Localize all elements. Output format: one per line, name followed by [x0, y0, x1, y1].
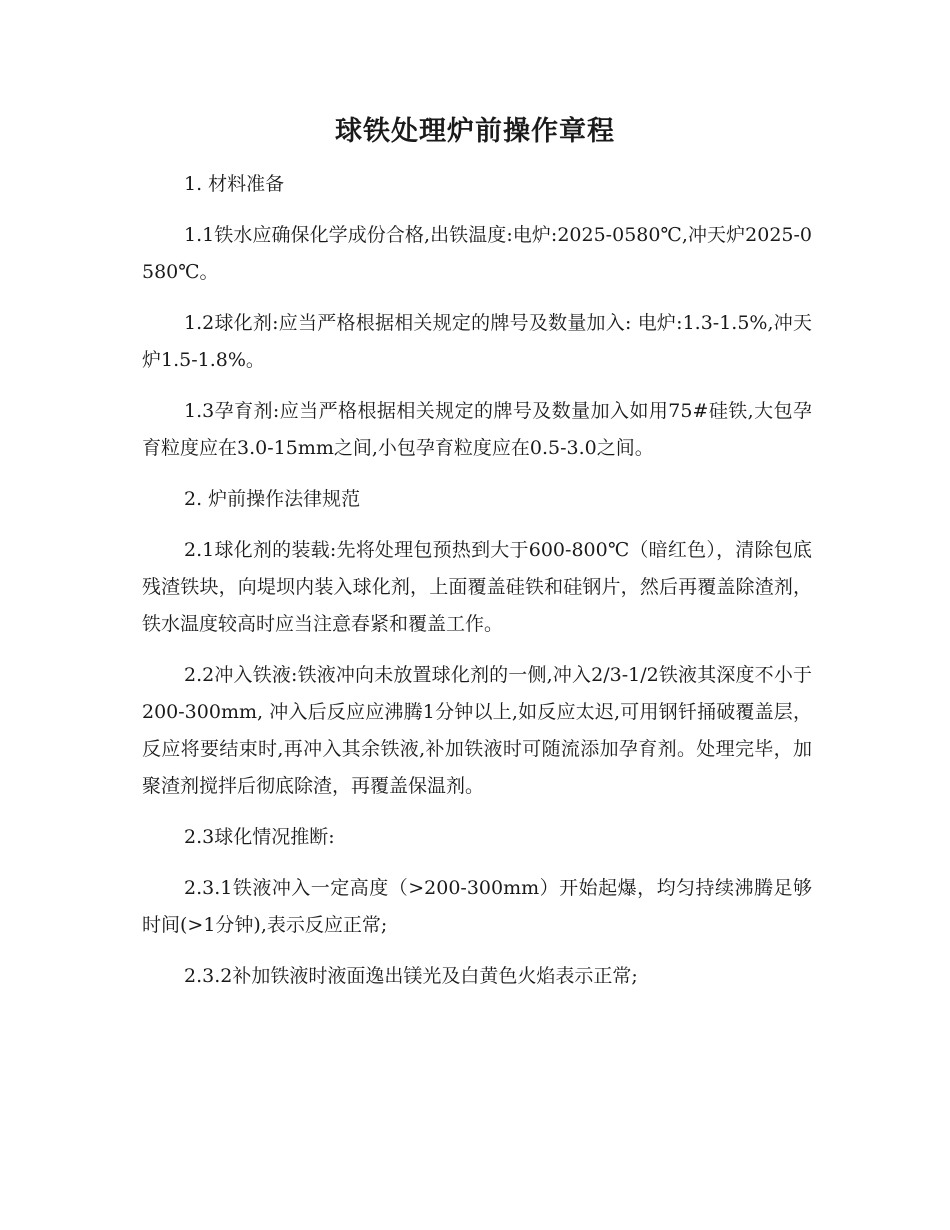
paragraph-2-1: 2.1球化剂的装载:先将处理包预热到大于600-800℃（暗红色），清除包底残渣铁块，向堤坝内装入球化剂，上面覆盖硅铁和硅钢片，然后再覆盖除渣剂，铁水温度较高时应当注意春紧和覆盖工作。: [142, 539, 812, 635]
paragraph-section-2-heading: 2. 炉前操作法律规范: [184, 488, 361, 510]
paragraph-section-1-heading: 1. 材料准备: [184, 173, 285, 195]
paragraph-2-3: 2.3球化情况推断:: [184, 826, 335, 848]
document-title: 球铁处理炉前操作章程: [335, 116, 615, 147]
paragraph-1-3: 1.3孕育剂:应当严格根据相关规定的牌号及数量加入如用75#硅铁,大包孕育粒度应在3.0-15mm之间,小包孕育粒度应在0.5-3.0之间。: [142, 400, 812, 459]
paragraph-1-2: 1.2球化剂:应当严格根据相关规定的牌号及数量加入: 电炉:1.3-1.5%,冲天炉1.5-1.8%。: [142, 312, 812, 371]
paragraph-2-2: 2.2冲入铁液:铁液冲向未放置球化剂的一侧,冲入2/3-1/2铁液其深度不小于200-300mm, 冲入后反应应沸腾1分钟以上,如反应太迟,可用钢钎捅破覆盖层，反应将要结束时,再冲入其余铁液,补加铁液时可随流添加孕育剂。处理完毕，加聚渣剂搅拌后彻底除渣，再覆盖保温剂。: [142, 664, 812, 797]
paragraph-1-1: 1.1铁水应确保化学成份合格,出铁温度:电炉:2025-0580℃,冲天炉2025-0580℃。: [142, 224, 812, 283]
paragraph-2-3-1: 2.3.1铁液冲入一定高度（>200-300mm）开始起爆，均匀持续沸腾足够时间(>1分钟),表示反应正常;: [142, 877, 812, 936]
paragraph-2-3-2: 2.3.2补加铁液时液面逸出镁光及白黄色火焰表示正常;: [184, 965, 638, 987]
document-body: [142, 166, 812, 1009]
